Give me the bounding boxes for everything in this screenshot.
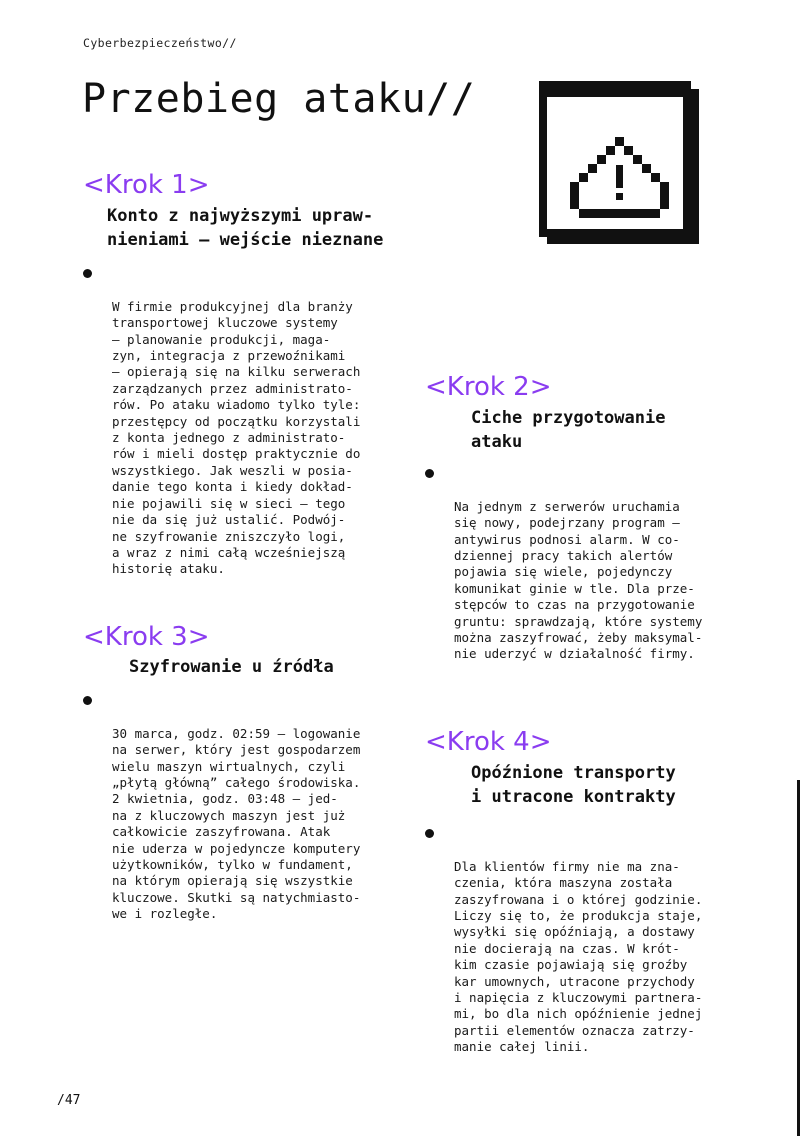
step-text: W firmie produkcyjnej dla branży transportowej kluczowe systemy – planowanie produkcji, maga- zyn, integracja z przewoźnikami – opierają się na kilku serwerach zarządzanych przez administrato- rów. Po ataku wiadomo tylko tyle: przestępcy od początku korzystali z konta jednego z administrato- rów i mieli dostęp praktycznie do wszystkiego. Jak weszli w posia- danie tego konta i kiedy dokład- nie pojawili się w sieci – tego nie da się już ustalić. Podwój- ne szyfrowanie zniszczyło logi, a wraz z nimi całą wcześniejszą historię ataku. bbox=[112, 298, 361, 577]
step-2 bbox=[425, 372, 785, 663]
bullet-icon bbox=[425, 829, 434, 838]
step-text: Na jednym z serwerów uruchamia się nowy, podejrzany program – antywirus podnosi alarm. W co- dziennej pracy takich alertów pojawia się wiele, pojedynczy komunikat ginie w tle. Dla prze- stępców to czas na przygotowanie gruntu: sprawdzają, które systemy można zaszyfrować, żeby maksymal- nie uderzyć w działalność firmy. bbox=[454, 498, 703, 662]
step-1 bbox=[83, 170, 443, 578]
step-number: <Krok 2> bbox=[425, 372, 552, 402]
warning-glyph bbox=[570, 137, 669, 218]
page-number: /47 bbox=[57, 1093, 81, 1108]
step-number: <Krok 1> bbox=[83, 170, 210, 200]
step-heading: Szyfrowanie u źródła bbox=[129, 657, 334, 677]
step-heading: Konto z najwyższymi upraw- nieniami – wejście nieznane bbox=[107, 206, 384, 250]
section-label: Cyberbezpieczeństwo// bbox=[83, 36, 237, 50]
step-body bbox=[83, 693, 443, 923]
step-heading: Opóźnione transporty i utracone kontrakty bbox=[471, 763, 676, 807]
bullet-icon bbox=[83, 696, 92, 705]
step-number: <Krok 4> bbox=[425, 727, 552, 757]
step-text: Dla klientów firmy nie ma zna- czenia, która maszyna została zaszyfrowana i o której godzinie. Liczy się to, że produkcja staje, wysyłki się opóźniają, a dostawy nie docierają na czas. W krót- kim czasie pojawiają się groźby kar umownych, utracone przychody i napięcia z kluczowymi partnera- mi, bo dla nich opóźnienie jednej partii elementów oznacza zatrzy- manie całej linii. bbox=[454, 858, 703, 1055]
step-heading: Ciche przygotowanie ataku bbox=[471, 408, 666, 452]
step-3 bbox=[83, 622, 443, 923]
step-body bbox=[425, 826, 785, 1056]
warning-window-icon bbox=[539, 81, 703, 245]
step-body bbox=[83, 266, 443, 578]
step-text: 30 marca, godz. 02:59 – logowanie na serwer, który jest gospodarzem wielu maszyn wirtualnych, czyli „płytą główną” całego środowiska. 2 kwietnia, godz. 03:48 – jed- na z kluczowych maszyn jest już całkowicie zaszyfrowana. Atak nie uderza w pojedyncze komputery użytkowników, tylko w fundament, na którym opierają się wszystkie kluczowe. Skutki są natychmiasto- we i rozległe. bbox=[112, 725, 361, 922]
step-4 bbox=[425, 727, 785, 1056]
step-number: <Krok 3> bbox=[83, 622, 210, 652]
bullet-icon bbox=[83, 269, 92, 278]
bullet-icon bbox=[425, 469, 434, 478]
step-body bbox=[425, 466, 785, 663]
page-title: Przebieg ataku// bbox=[82, 76, 476, 122]
